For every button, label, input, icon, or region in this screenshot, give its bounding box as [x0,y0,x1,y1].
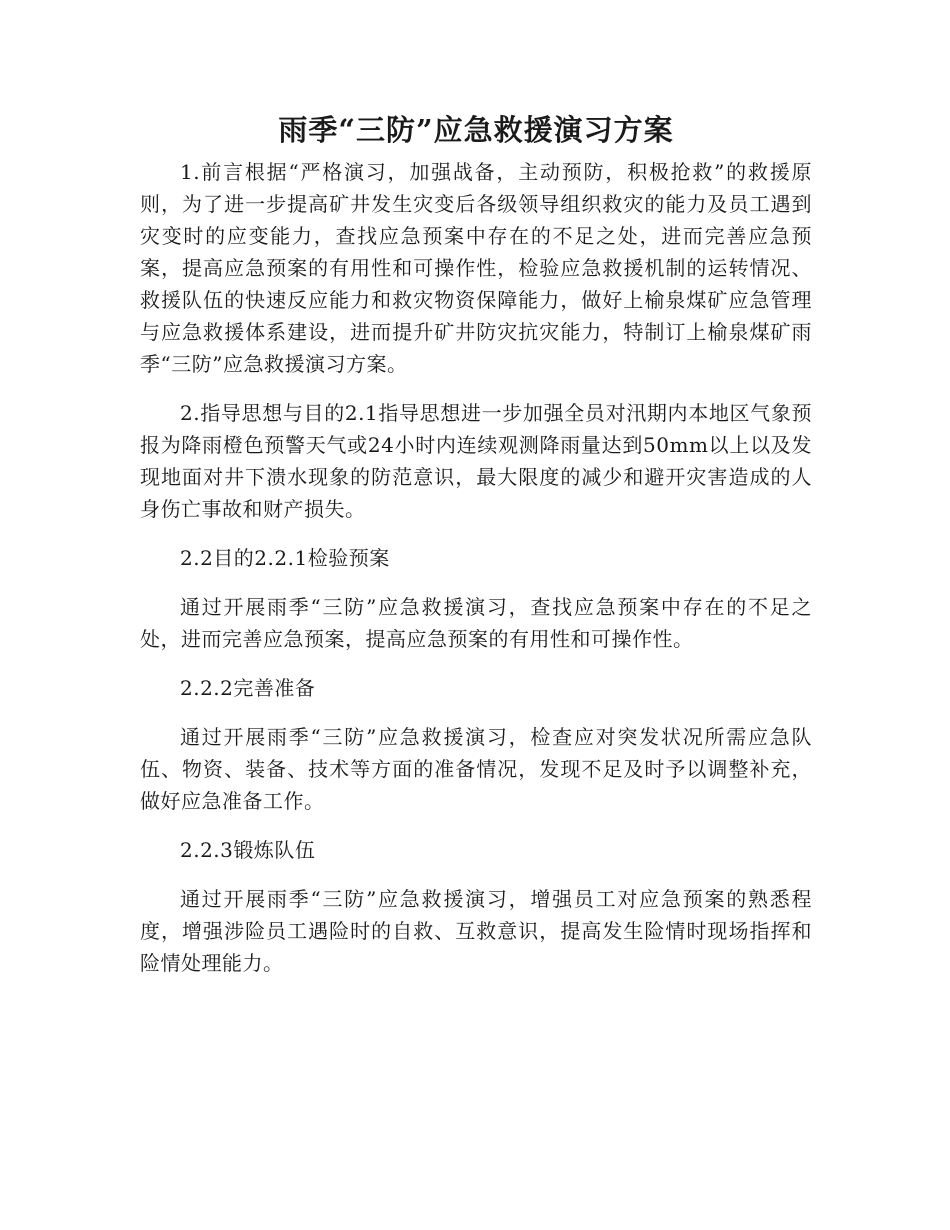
paragraph-improve-preparation: 通过开展雨季“三防”应急救援演习，检查应对突发状况所需应急队伍、物资、装备、技术等方面的准备情况，发现不足及时予以调整补充，做好应急准备工作。 [140,725,812,813]
document-page [140,110,812,996]
heading-improve-preparation: 2.2.2完善准备 [180,676,316,700]
heading-train-team: 2.2.3锻炼队伍 [180,838,316,862]
paragraph-train-team: 通过开展雨季“三防”应急救援演习，增强员工对应急预案的熟悉程度，增强涉险员工遇险时的自救、互救意识，提高发生险情时现场指挥和险情处理能力。 [140,887,812,975]
paragraph-preface: 1.前言根据“严格演习，加强战备，主动预防，积极抢救”的救援原则，为了进一步提高矿井发生灾变后各级领导组织救灾的能力及员工遇到灾变时的应变能力，查找应急预案中存在的不足之处，进而完善应急预案，提高应急预案的有用性和可操作性，检验应急救援机制的运转情况、救援队伍的快速反应能力和救灾物资保障能力，做好上榆泉煤矿应急管理与应急救援体系建设，进而提升矿井防灾抗灾能力，特制订上榆泉煤矿雨季“三防”应急救援演习方案。 [140,160,812,376]
document-title: 雨季“三防”应急救援演习方案 [278,113,674,147]
heading-purpose-verify-plan: 2.2目的2.2.1检验预案 [180,546,390,570]
paragraph-guiding-ideology: 2.指导思想与目的2.1指导思想进一步加强全员对汛期内本地区气象预报为降雨橙色预警天气或24小时内连续观测降雨量达到50mm以上以及发现地面对井下溃水现象的防范意识，最大限度的减少和避开灾害造成的人身伤亡事故和财产损失。 [140,401,812,521]
paragraph-verify-plan: 通过开展雨季“三防”应急救援演习，查找应急预案中存在的不足之处，进而完善应急预案，提高应急预案的有用性和可操作性。 [140,595,812,651]
